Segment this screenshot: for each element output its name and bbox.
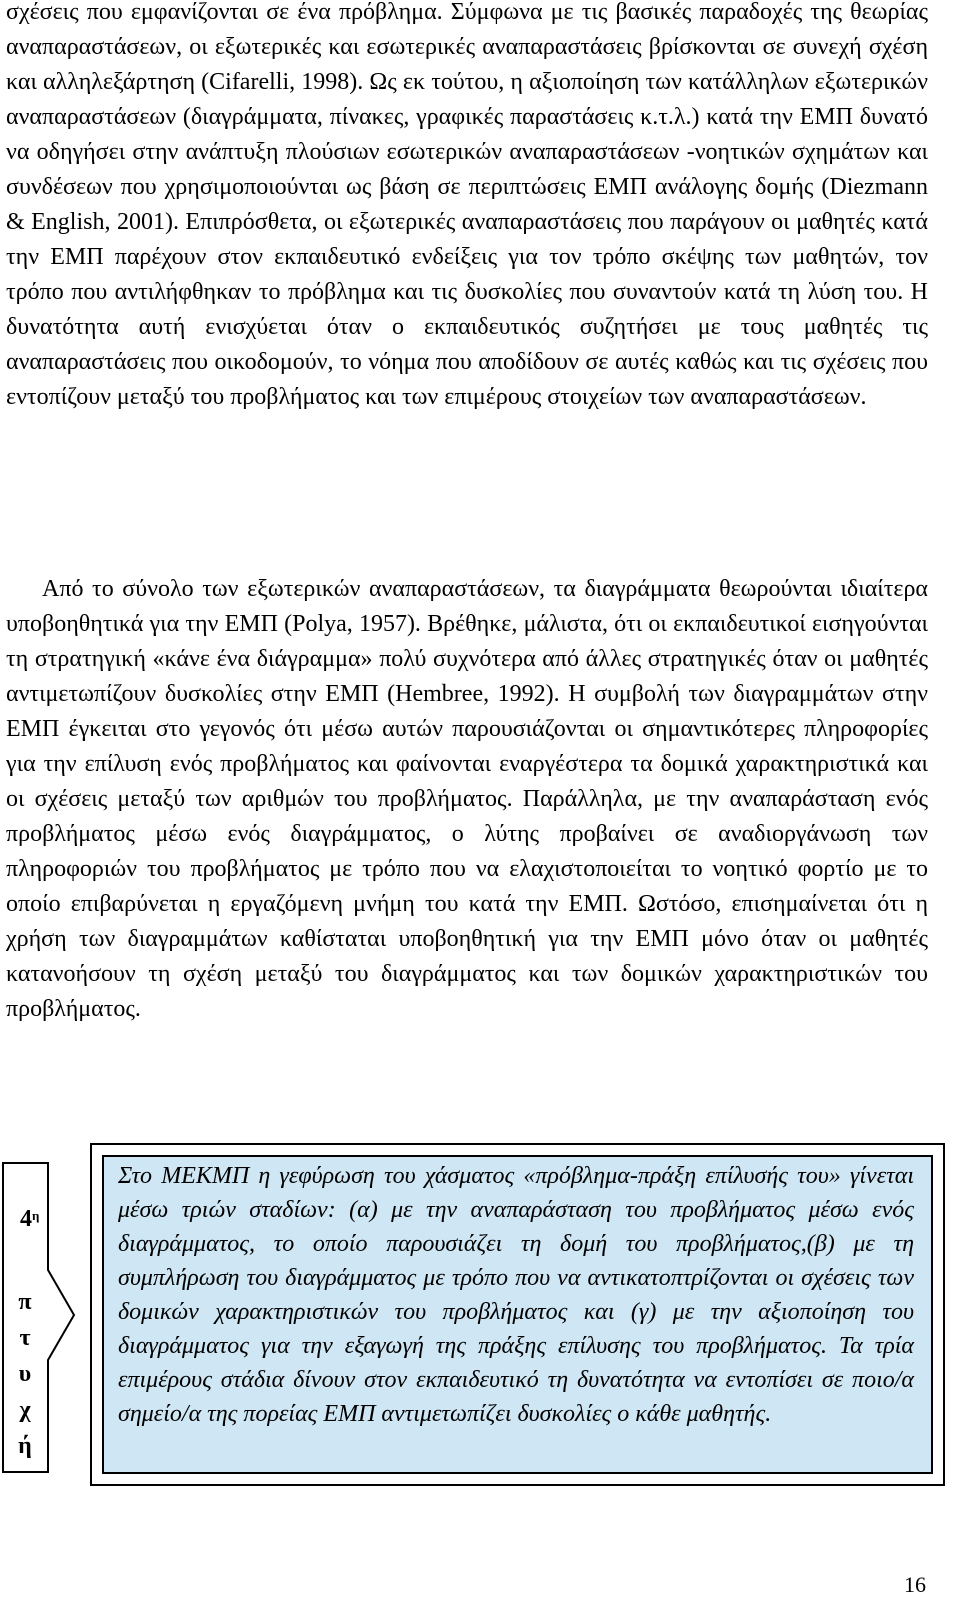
step-letter: π (18, 1289, 32, 1315)
step-letter: τ (19, 1325, 31, 1351)
summary-box-fill (102, 1155, 933, 1474)
summary-box (90, 1143, 945, 1486)
step-letter: υ (18, 1361, 32, 1387)
body-paragraph-2: Από το σύνολο των εξωτερικών αναπαραστάσεων, τα διαγράμματα θεωρούνται ιδιαίτερα υποβοηθητικά για την ΕΜΠ (Polya, 1957). Βρέθηκε, μάλιστα, ότι οι εκπαιδευτικοί εισηγούνται τη στρατηγική «κάνε ένα διάγραμμα» πολύ συχνότερα από άλλες στρατηγικές όταν οι μαθητές αντιμετωπίζουν δυσκολίες στην ΕΜΠ (Hembree, 1992). Η συμβολή των διαγραμμάτων στην ΕΜΠ έγκειται στο γεγονός ότι μέσω αυτών παρουσιάζονται οι σημαντικότερες πληροφορίες για την επίλυση ενός προβλήματος και φαίνονται εναργέστερα τα δομικά χαρακτηριστικά και οι σχέσεις μεταξύ των αριθμών του προβλήματος. Παράλληλα, με την αναπαράσταση ενός προβλήματος μέσω ενός διαγράμματος, ο λύτης προβαίνει σε αναδιοργάνωση των πληροφοριών του προβλήματος με τρόπο που να ελαχιστοποιείται το νοητικό φορτίο με το οποίο επιβαρύνεται η εργαζόμενη μνήμη του κατά την ΕΜΠ. Ωστόσο, επισημαίνεται ότι η χρήση των διαγραμμάτων καθίσταται υποβοηθητική για την ΕΜΠ μόνο όταν οι μαθητές κατανοήσουν τη σχέση μεταξύ του διαγράμματος και των δομικών χαρακτηριστικών του προβλήματος. (6, 576, 928, 1022)
step-arrow-tab (2, 1162, 76, 1473)
step-letter: ή (18, 1433, 32, 1459)
page-number: 16 (904, 1572, 926, 1597)
body-paragraph-1: σχέσεις που εμφανίζονται σε ένα πρόβλημα. Σύμφωνα με τις βασικές παραδοχές της θεωρίας αναπαραστάσεων, οι εξωτερικές και εσωτερικές αναπαραστάσεις βρίσκονται σε συνεχή σχέση και αλληλεξάρτηση (Cifarelli, 1998). Ως εκ τούτου, η αξιοποίηση των κατάλληλων εξωτερικών αναπαραστάσεων (διαγράμματα, πίνακες, γραφικές παραστάσεις κ.τ.λ.) κατά την ΕΜΠ δυνατό να οδηγήσει στην ανάπτυξη πλούσιων εσωτερικών αναπαραστάσεων -νοητικών σχημάτων και συνδέσεων που χρησιμοποιούνται ως βάση σε περιπτώσεις ΕΜΠ ανάλογης δομής (Diezmann & English, 2001). Επιπρόσθετα, οι εξωτερικές αναπαραστάσεις που παράγουν οι μαθητές κατά την ΕΜΠ παρέχουν στον εκπαιδευτικό ενδείξεις για τον τρόπο σκέψης των μαθητών, τον τρόπο που αντιλήφθηκαν το πρόβλημα και τις δυσκολίες που συναντούν κατά τη λύση του. Η δυνατότητα αυτή ενισχύεται όταν ο εκπαιδευτικός συζητήσει με τους μαθητές τις αναπαραστάσεις που οικοδομούν, το νόημα που αποδίδουν σε αυτές καθώς και τις σχέσεις που εντοπίζουν μεταξύ του προβλήματος και των επιμέρους στοιχείων των αναπαραστάσεων. (6, 0, 928, 410)
step-word (2, 1284, 48, 1464)
step-letter: χ (19, 1397, 31, 1423)
step-number: $4^\eta$ (20, 1206, 40, 1232)
summary-text: Στο ΜΕΚΜΠ η γεφύρωση του χάσματος «πρόβλημα-πράξη επίλυσής του» γίνεται μέσω τριών σταδίων: (α) με την αναπαράσταση του προβλήματος μέσω ενός διαγράμματος, το οποίο παρουσιάζει τη δομή του προβλήματος,(β) με τη συμπλήρωση του διαγράμματος με τρόπο που να αντικατοπτρίζονται οι σχέσεις των δομικών χαρακτηριστικών του προβλήματος και (γ) με την αξιοποίηση του διαγράμματος για την εξαγωγή της πράξης επίλυσης του προβλήματος. Τα τρία επιμέρους στάδια δίνουν στον εκπαιδευτικό τη δυνατότητα να εντοπίσει σε ποιο/α σημείο/α της πορείας ΕΜΠ αντιμετωπίζει δυσκολίες ο κάθε μαθητής. (118, 1163, 914, 1427)
step-number-superscript: η (32, 1208, 40, 1223)
